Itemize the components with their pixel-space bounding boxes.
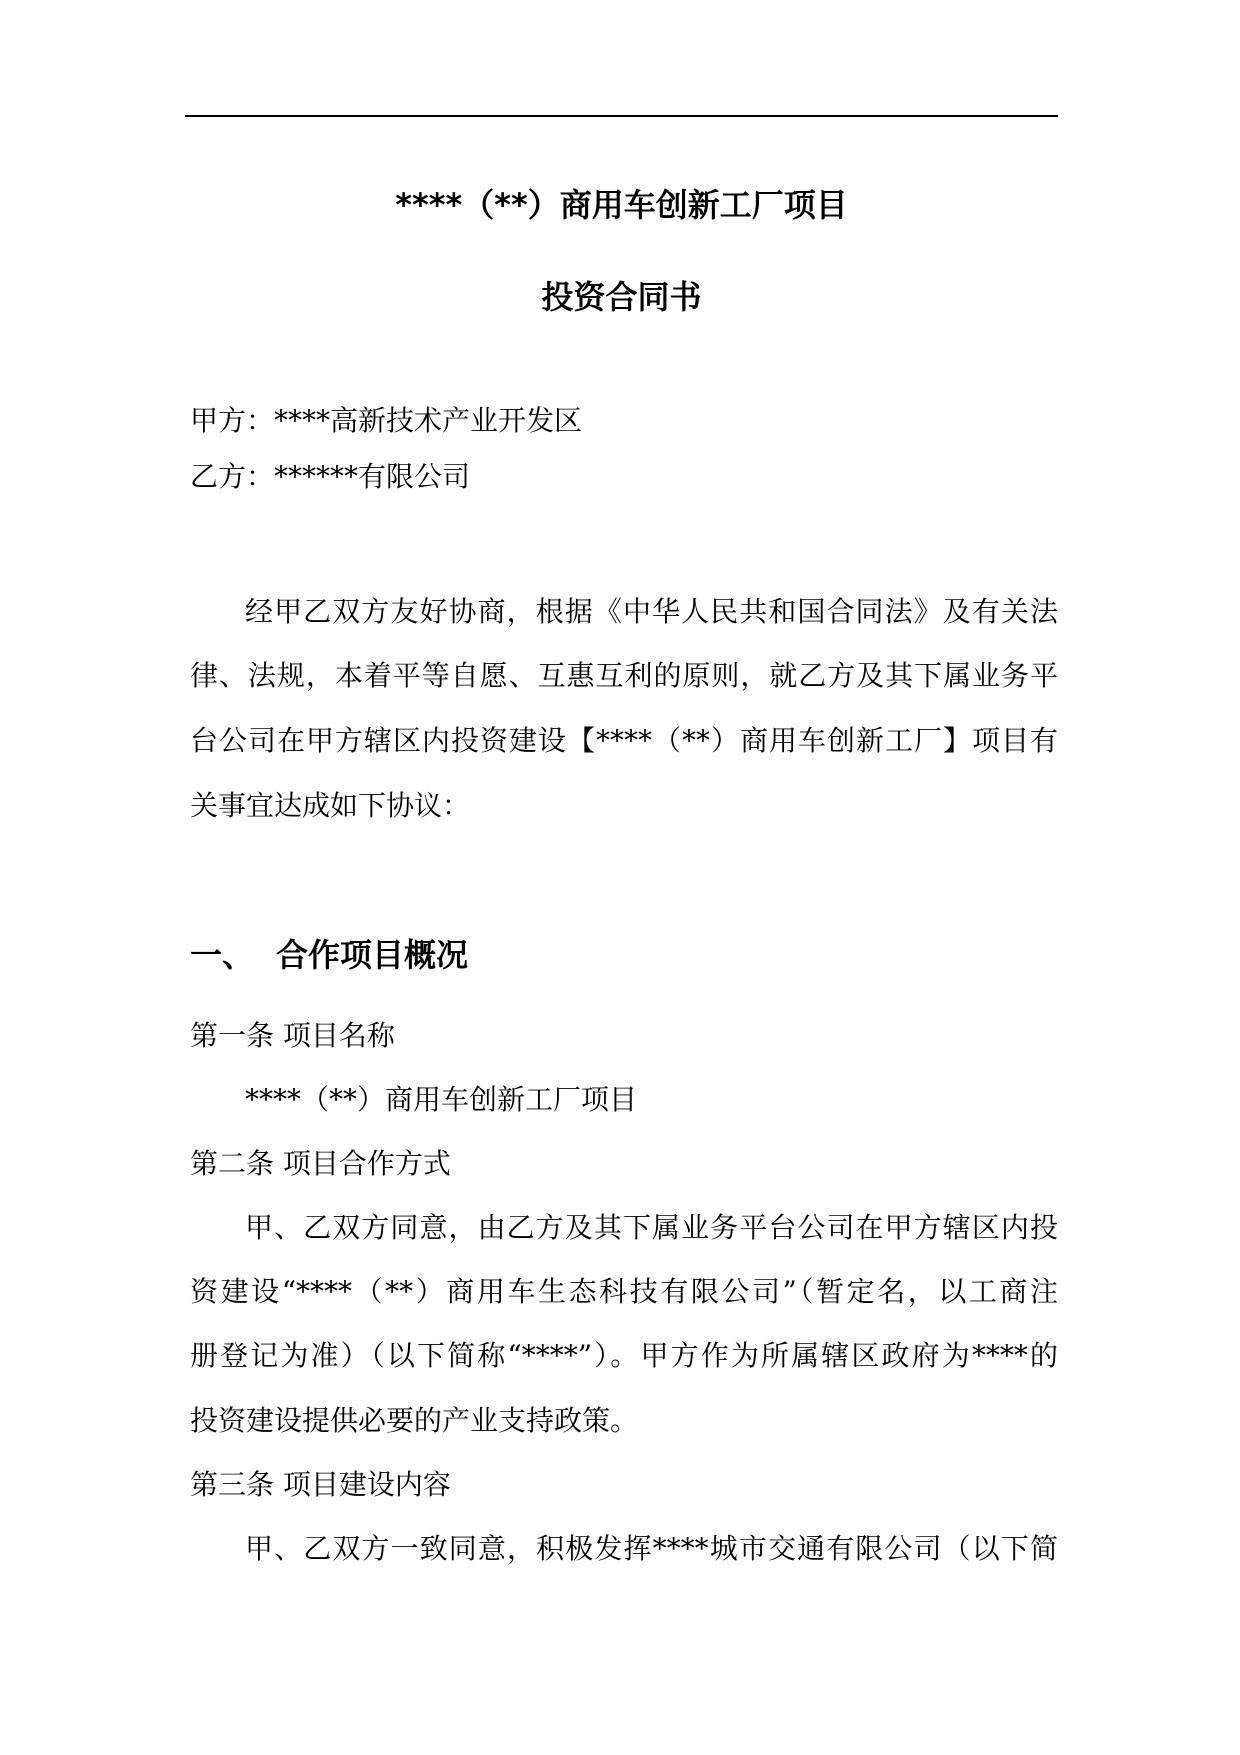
article-body-line: ****（**）商用车创新工厂项目 (245, 1083, 638, 1116)
document-subtitle: 投资合同书 (541, 278, 702, 316)
section-number: 一、 (190, 936, 255, 974)
party-a: 甲方：****高新技术产业开发区 (190, 404, 583, 437)
party-b: 乙方：******有限公司 (190, 460, 471, 493)
section-heading (190, 935, 468, 975)
preamble-line: 律、法规，本着平等自愿、互惠互利的原则，就乙方及其下属业务平 (190, 659, 1058, 692)
article-body-line: 资建设“****（**）商用车生态科技有限公司”（暂定名，以工商注 (190, 1275, 1058, 1308)
article-body-line: 投资建设提供必要的产业支持政策。 (190, 1404, 639, 1437)
preamble-line: 关事宜达成如下协议： (190, 789, 471, 822)
article-body-line: 甲、乙双方同意，由乙方及其下属业务平台公司在甲方辖区内投 (245, 1211, 1058, 1244)
article-heading: 第二条 项目合作方式 (190, 1147, 451, 1180)
article-body-line: 册登记为准）（以下简称“****”）。甲方作为所属辖区政府为****的 (190, 1339, 1058, 1372)
article-body-line: 甲、乙双方一致同意，积极发挥****城市交通有限公司（以下简 (245, 1532, 1058, 1565)
article-heading: 第三条 项目建设内容 (190, 1468, 451, 1501)
header-rule (185, 115, 1058, 117)
section-title: 合作项目概况 (276, 936, 469, 974)
preamble-line: 经甲乙双方友好协商，根据《中华人民共和国合同法》及有关法 (245, 595, 1058, 628)
preamble-line: 台公司在甲方辖区内投资建设【****（**）商用车创新工厂】项目有 (190, 724, 1058, 757)
article-heading: 第一条 项目名称 (190, 1019, 395, 1052)
document-title: ****（**）商用车创新工厂项目 (395, 186, 848, 224)
